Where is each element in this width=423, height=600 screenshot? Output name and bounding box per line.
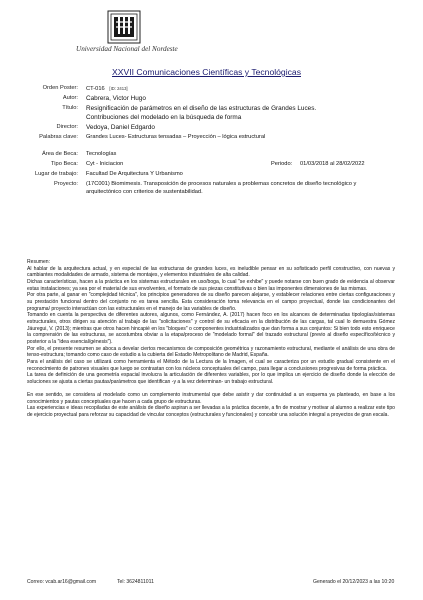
abstract-paragraph: Para el análisis del caso se utilizará como herramienta el Método de la Lectura de la Imagen, el cual se caracteriza por un estudio gradual consistente en el reconocimiento de patrones visuales que luego se contrastan con los núcleos conceptuales del campo, para llegar a conclusiones progresivas de forma práctica. [27,358,395,372]
abstract [27,259,395,419]
abstract-paragraph: Al hablar de la arquitectura actual, y en especial de las estructuras de grandes luces, es ineludible pensar en su sofisticado perfil constructivo, con nuevas y cambiantes modalidades de armado, sistema de montajes, y elementos industriales de alta calidad. [27,265,395,279]
abstract-paragraph: En ese sentido, se considera al modelado como un complemento instrumental que debe asistir y dar continuidad a un esquema ya planteado, en base a los conocimientos y pautas conceptuales que hacen a cada grupo de estructuras. [27,392,395,405]
lugar-trabajo-label: Lugar de trabajo: [34,171,78,177]
metadata-block [0,0,423,255]
poster-id: [ID: 2413] [109,86,128,91]
director-value: Vedoya, Daniel Edgardo [86,124,155,131]
paragraph-spacer [27,385,395,392]
area-beca-value: Tecnologías [86,151,117,157]
periodo-value: 01/03/2018 al 28/02/2022 [300,161,365,167]
palabras-clave-value: Grandes Luces- Estructuras tensadas – Proyección – lógica estructural [86,134,266,140]
autor-value: Cabrera, Victor Hugo [86,95,146,102]
congress-title: XXVII Comunicaciones Científicas y Tecnológicas [112,67,301,77]
abstract-paragraph: Las experiencias e ideas recopiladas de este análisis de diseño aspiran a ser llevadas a la práctica docente, a fin de mostrar y motivar al alumno a realizar este tipo de ejercicio proyectual para reforzar su capacidad de vincular conceptos (estructurales y funcionales) y concebir una solución integral a proyectos de gran escala. [27,405,395,419]
university-name: Universidad Nacional del Nordeste [76,45,178,53]
abstract-heading: Resumen: [27,259,51,265]
abstract-paragraph: Tomando en cuenta la perspectiva de diferentes autores, algunos, como Fernández, A. (2017) hacen foco en los alcances de determinadas tipologías/sistemas estructurales, otros dirigen su atención al trabajo de las "solicitaciones" y control de su eficacia en la distribución de las cargas, tal cual lo demuestra Gómez Jáuregui, V. (2013); mientras que otros hacen hincapié en los "bloques" o componentes industrializados que dan forma a sus conjuntos: Si bien todo esto enriquece la comprensión de las estructuras, se acostumbra obviar a la etapa/proceso de "modelado formal" del trazado estructural (previo al diseño específico/técnico y posterior a la "idea esencial/génesis"). [27,312,395,345]
orden-poster-label: Orden Poster: [42,85,78,91]
titulo-label: Título: [62,105,78,111]
orden-poster-number: CT-016 [86,86,105,92]
tipo-beca-label: Tipo Beca: [51,161,78,167]
titulo-line-1: Resignificación de parámetros en el diseño de las estructuras de Grandes Luces. [86,105,317,112]
autor-label: Autor: [62,95,78,101]
abstract-paragraph: Dichas características, hacen a la práctica en los sistemas estructurales en uso/boga, lo cual "se exhibe" y puede notarse con buen grado de evidencia al observar estas instalaciones; ya sea por el material de sus envolventes, el formato de sus piezas constitutivas o bien las imponentes dimensiones de las mismas. [27,278,395,292]
footer-phone: Tel: 3624811011 [117,579,154,585]
proyecto-line-1: (17C001) Biomimesis. Transposición de procesos naturales a problemas concretos de diseño tecnológico y [86,181,357,187]
footer-email: Correo: vcab.ar16@gmail.com [27,579,97,585]
periodo-label: Periodo: [271,161,293,167]
abstract-paragraph: Por ello, el presente resumen se aboca a develar ciertos mecanismos de composición geométrica y razonamiento estructural, mediante el análisis de una obra de tenso-estructura; tomando como caso de estudio a la cubierta del Estadio Metropolitano de Madrid, España. [27,345,395,359]
tipo-beca-value: Cyt - Iniciacion [86,161,124,167]
footer-generated: Generado el 20/12/2023 a las 10:20 [313,579,395,585]
director-label: Director: [56,124,78,130]
proyecto-line-2: arquitectónico con criterios de sustentabilidad. [86,189,203,195]
abstract-paragraph: La tarea de definición de una geometría espacial involucra la articulación de diferentes variables, por lo que implica un ejercicio de diseño donde la elección de soluciones se ajusta a ciertas pautas/parámetros que identifican -y a la vez determinan- un trabajo estructural. [27,372,395,385]
palabras-clave-label: Palabras clave: [39,134,78,140]
titulo-line-2: Contribuciones del modelado en la búsqueda de forma [86,114,242,121]
abstract-paragraph: Por otra parte, al ganar en "complejidad técnica", los principios generadores de su diseño parecen alejarse, y establecer relaciones entre ciertas configuraciones y su prestación funcional dentro del conjunto no es tarea sencilla. Esta consideración toma relevancia en el campo proyectual, donde las condicionantes del programa/ proyecto interactúan con las estructurales en el manejo de las variables de diseño. [27,292,395,312]
area-beca-label: Área de Beca: [41,151,78,157]
proyecto-label: Proyecto: [53,181,78,187]
orden-poster-value [86,85,128,93]
lugar-trabajo-value: Facultad De Arquitectura Y Urbanismo [86,171,183,177]
